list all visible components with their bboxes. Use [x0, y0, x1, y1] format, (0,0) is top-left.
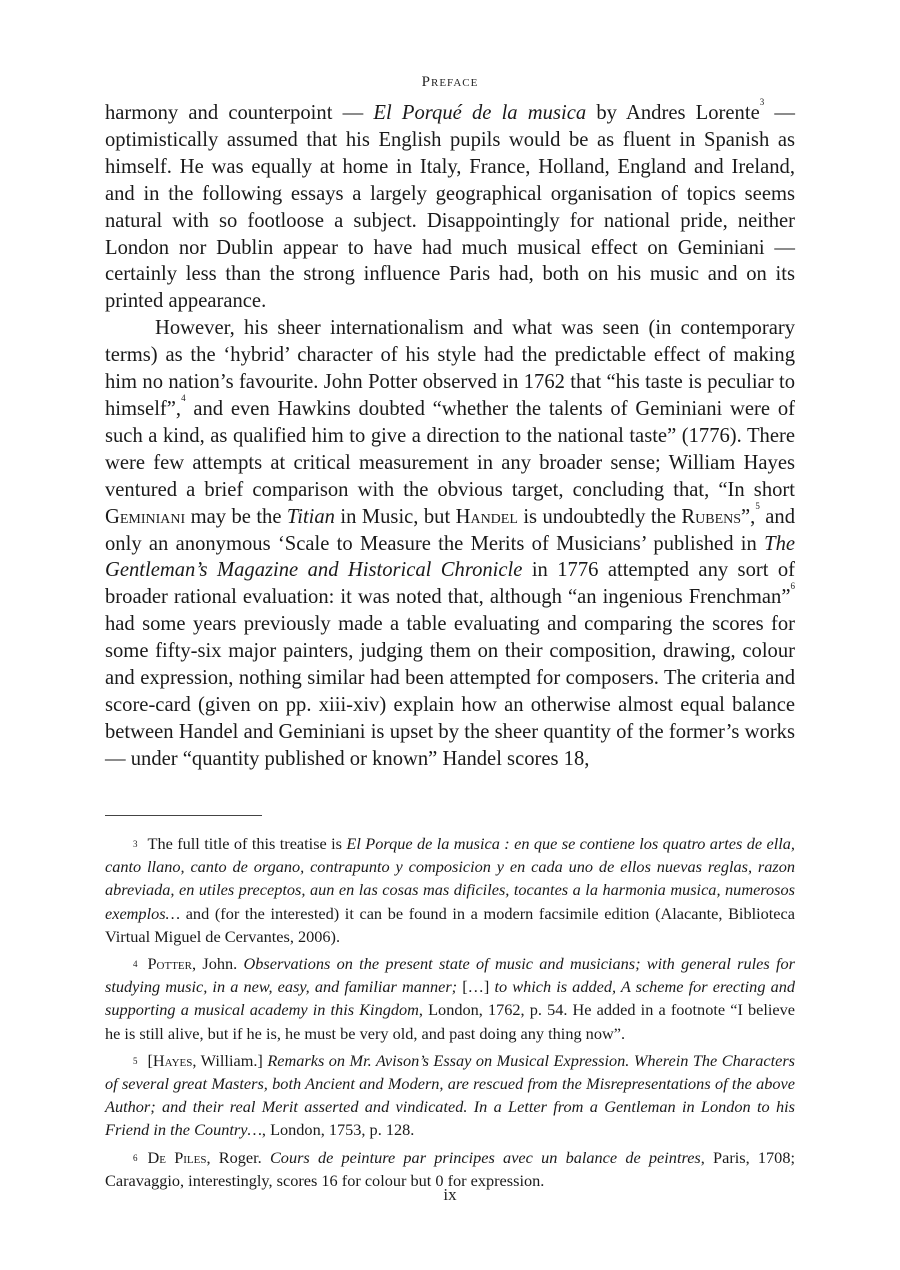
text-run: , Roger. [206, 1147, 270, 1167]
footnote-3 [105, 832, 795, 948]
italic-title: to which is added, A scheme for erecting and supporting a musical academy in this Kingdom [105, 977, 795, 1020]
text-run: by Andres Lorente [586, 102, 760, 124]
text-run: and only an anonymous ‘Scale to Measure the Merits of Musicians’ published in [105, 505, 795, 555]
text-run: , London, 1753, p. 128. [261, 1120, 415, 1140]
italic-title: El Porqué de la musica [373, 102, 587, 124]
footnote-ref-6[interactable]: 6 [790, 581, 795, 592]
footnote-ref-5[interactable]: 5 [755, 500, 760, 511]
italic-title: The Gentleman’s Magazine and Historical Chronicle [105, 532, 795, 582]
text-run: had some years previously made a table evaluating and comparing the scores for some fifty-six major painters, judging them on their composition, drawing, colour and expression, nothing similar had been attempted for composers. The criteria and score-card (given on pp. xiii-xiv) explain how an otherwise almost equal balance between Handel and Geminiani is upset by the sheer quantity of the former’s works — under “quantity published or known” Handel scores 18, [105, 613, 795, 770]
text-run: The full title of this treatise is [147, 834, 347, 853]
small-caps-name: Potter [147, 954, 192, 974]
small-caps-name: Handel [455, 505, 518, 528]
footnote-number: 3 [133, 839, 138, 849]
text-run: and even Hawkins doubted “whether the talents of Geminiani were of such a kind, as qualified him to give a direction to the national taste” (1776). There were few attempts at critical measurement in any broader sense; William Hayes ventured a brief comparison with the obvious target, concluding that, “In short [105, 397, 795, 501]
italic-title: El Porque de la musica : en que se contiene los quatro artes de ella, canto llano, canto de organo, contrapunto y composicion y en cada uno de ellos nuevas reglas, razon abreviada, en utiles preceptos, aun en las cosas mas dificiles, tocantes a la harmonia musica, numerosos exemplos… [105, 834, 795, 923]
small-caps-name: Rubens [681, 505, 742, 528]
footnote-ref-3[interactable]: 3 [759, 97, 765, 107]
footnote-number: 5 [133, 1055, 138, 1066]
small-caps-name: Hayes [152, 1050, 193, 1070]
text-run: ”, [741, 505, 756, 528]
text-run: harmony and counterpoint — [105, 102, 374, 124]
text-run: , Paris, 1708; Caravaggio, interestingly, scores 16 for colour but 0 for expression. [105, 1147, 795, 1190]
text-run: in 1776 attempted any sort of broader rational evaluation: it was noted that, although “an ingenious Frenchman” [105, 559, 796, 609]
text-run: , London, 1762, p. 54. He added in a footnote “I believe he is still alive, but if he is, he must be very old, and past doing any thing now”. [105, 1000, 796, 1043]
footnote-4 [105, 952, 795, 1045]
text-run: may be the [185, 505, 287, 528]
main-text [105, 97, 796, 773]
italic-title: Remarks on Mr. Avison’s Essay on Musical Expression. Wherein The Characters of several great Masters, both Ancient and Modern, are rescued from the Misrepresentations of the above Author; and their real Merit asserted and vindicated. In a Letter from a Gentleman in London to his Friend in the Country… [105, 1050, 796, 1140]
text-run: — optimistically assumed that his English pupils would be as fluent in Spanish as himself. He was equally at home in Italy, France, Holland, England and Ireland, and in the following essays a largely geographical organisation of topics seems natural with so footloose a subject. Disappointingly for national pride, neither London nor Dublin appear to have had much musical effect on Geminiani — certainly less than the strong influence Paris had, both on his music and on its printed appearance. [105, 102, 796, 313]
footnote-number: 6 [133, 1152, 138, 1163]
text-run: , William.] [192, 1050, 268, 1070]
text-run: is undoubtedly the [517, 505, 682, 528]
italic-word: Titian [286, 505, 335, 528]
footnote-5 [105, 1049, 795, 1142]
paragraph-2 [105, 315, 795, 772]
text-run: [ [147, 1050, 153, 1070]
paragraph-1 [105, 97, 796, 315]
footnotes [105, 832, 795, 1196]
footnote-number: 4 [133, 959, 138, 970]
text-run: , John. [192, 954, 244, 974]
italic-title: Observations on the present state of music and musicians; with general rules for studying music, in a new, easy, and familiar manner; [105, 954, 795, 997]
text-run: […] [457, 977, 495, 997]
small-caps-name: Geminiani [105, 505, 186, 528]
running-head: Preface [421, 74, 479, 90]
italic-title: Cours de peinture par principes avec un balance de peintres [269, 1147, 701, 1167]
footnote-ref-4[interactable]: 4 [181, 392, 186, 403]
small-caps-name: De Piles [147, 1147, 207, 1167]
footnote-separator-rule [105, 815, 262, 816]
text-run: and (for the interested) it can be found in a modern facsimile edition (Alacante, Biblioteca Virtual Miguel de Cervantes, 2006). [105, 903, 795, 946]
text-run: However, his sheer internationalism and what was seen (in contemporary terms) as the ‘hybrid’ character of his style had the predictable effect of making him no nation’s favourite. John Potter observed in 1762 that “his taste is peculiar to himself”, [105, 317, 795, 420]
text-run: in Music, but [334, 505, 456, 528]
page-number: ix [443, 1185, 457, 1204]
